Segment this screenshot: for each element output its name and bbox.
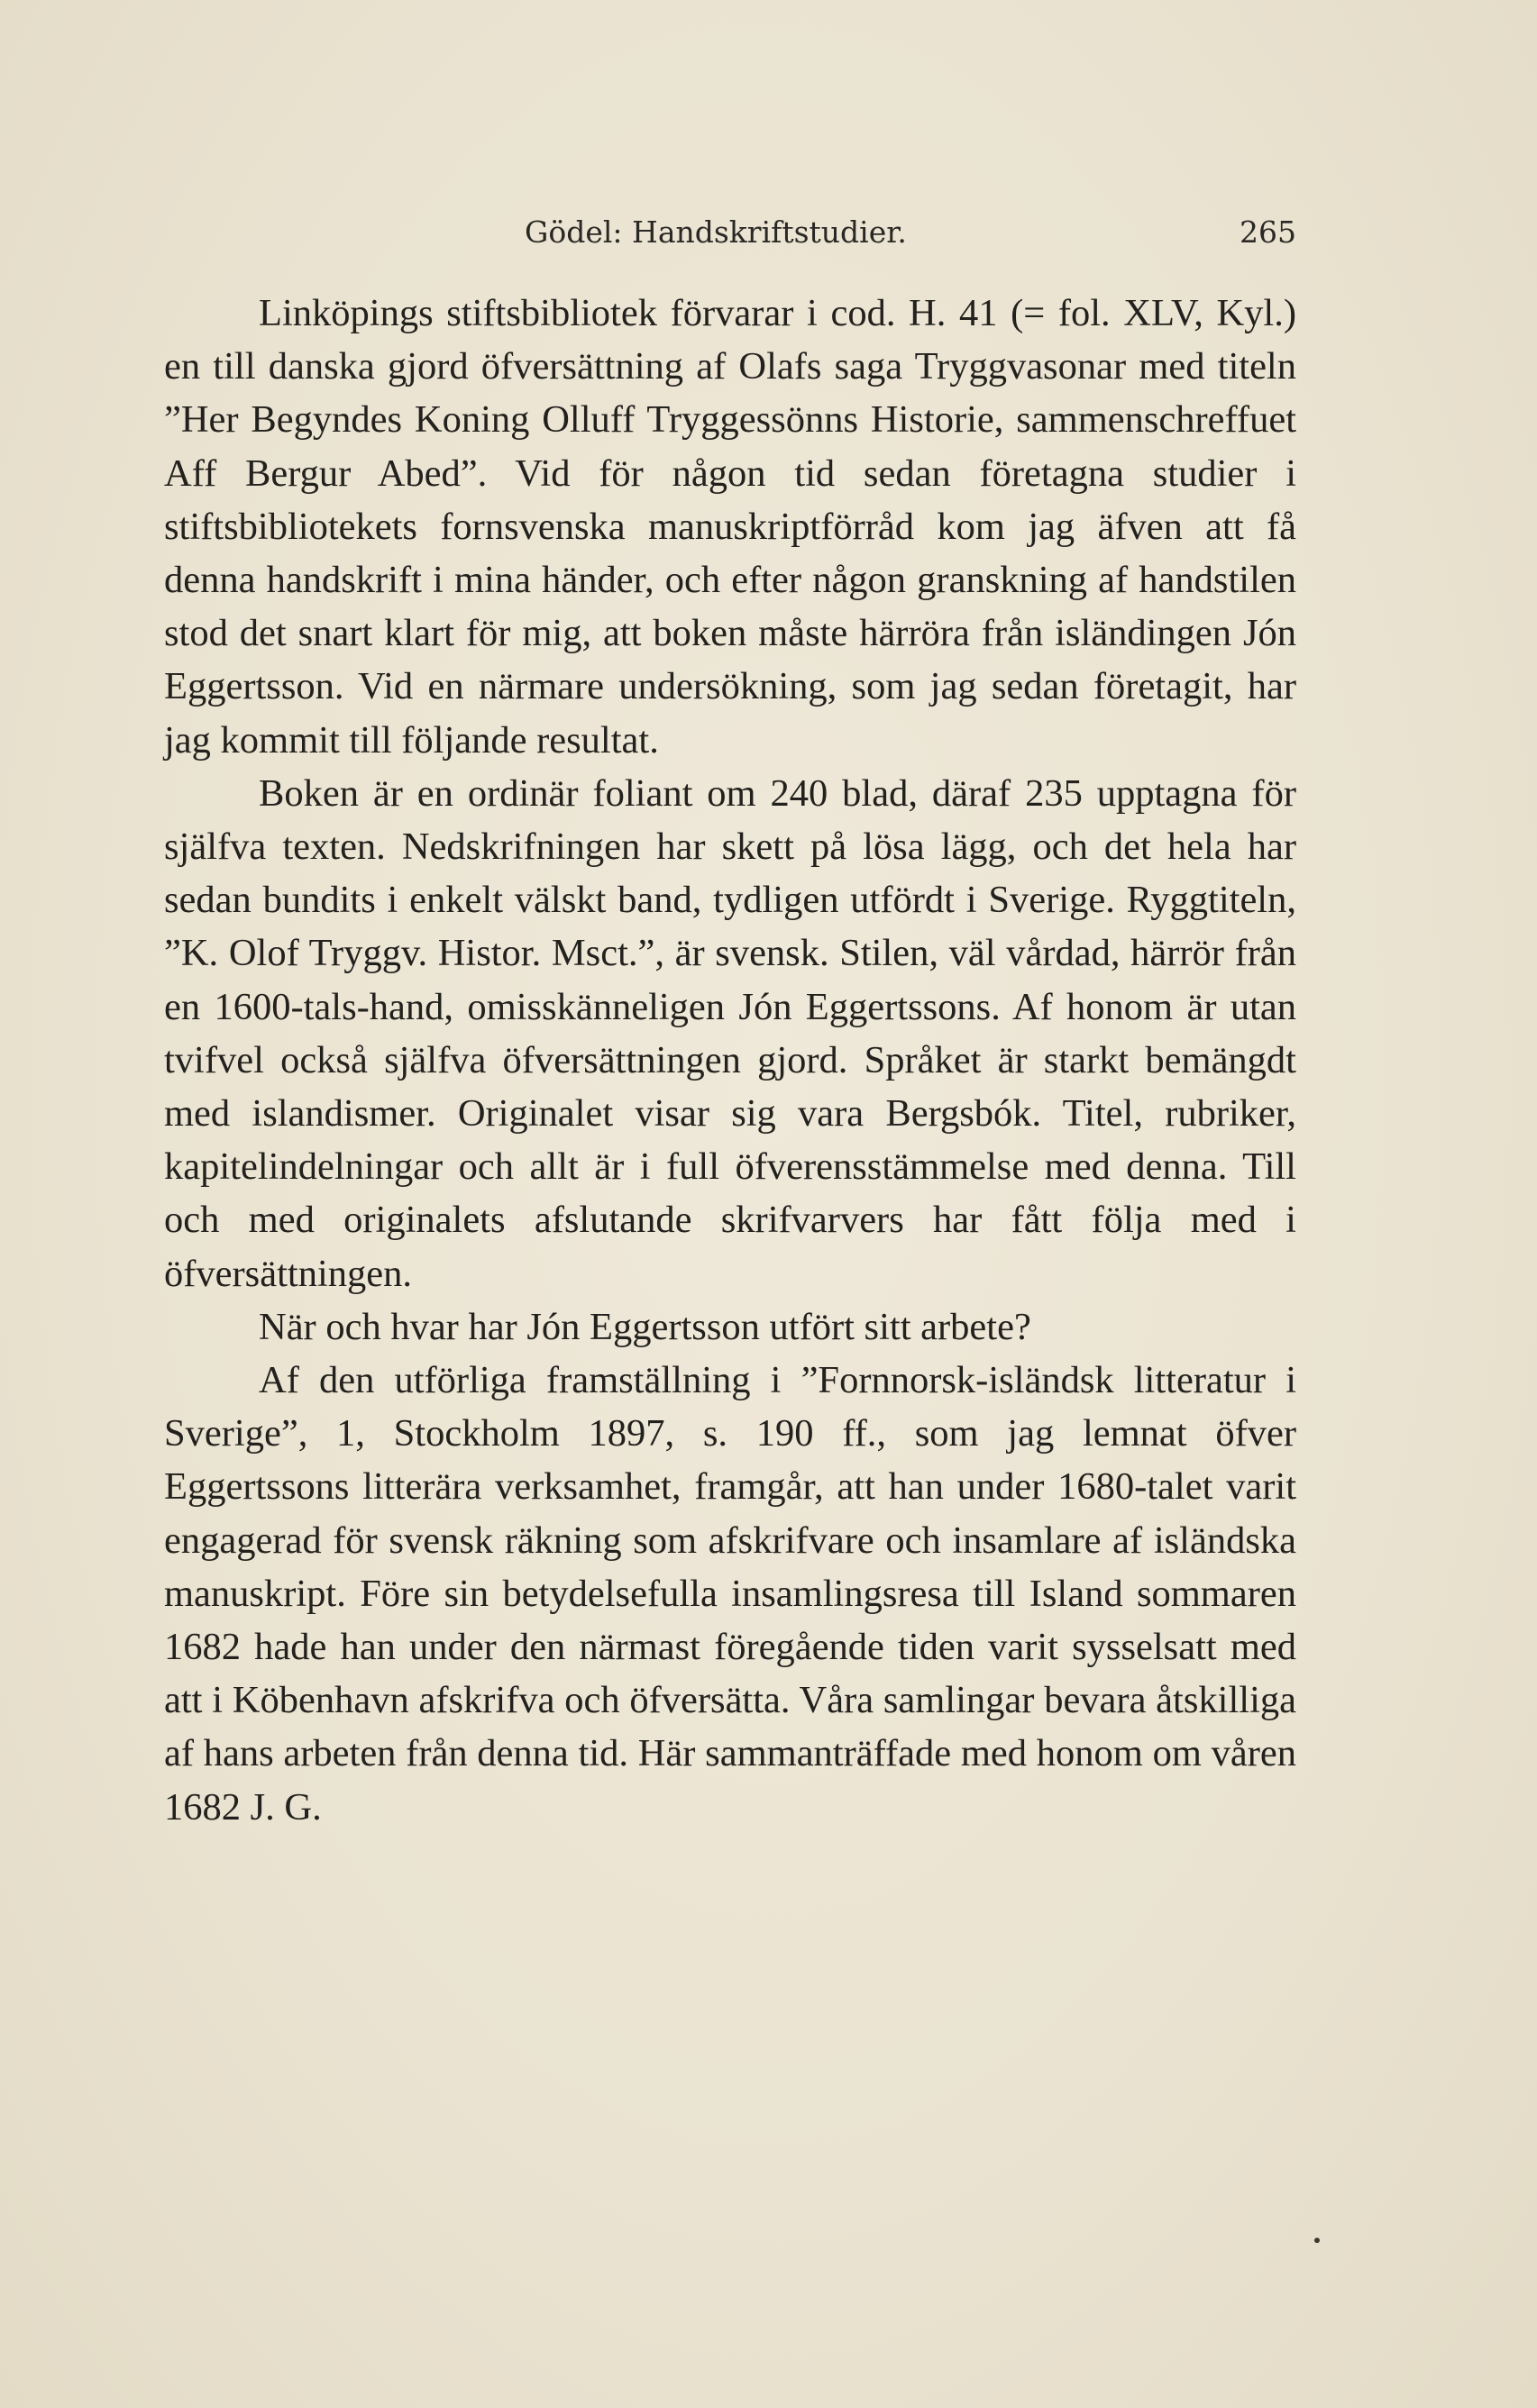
paragraph-2: Boken är en ordinär foliant om 240 blad, däraf 235 upptagna för själfva texten. Nedskrifningen har skett på lösa lägg, och det hela har sedan bundits i enkelt välskt band, tydligen utfördt i Sverige. Ryggtiteln, ”K. Olof Tryggv. Histor. Msct.”, är svensk. Stilen, väl vårdad, härrör från en 1600-tals-hand, omisskänneligen Jón Eggertssons. Af honom är utan tvifvel också själfva öfversättningen gjord. Språket är starkt bemängdt med islandismer. Originalet visar sig vara Bergsbók. Titel, rubriker, kapitelindelningar och allt är i full öfverensstämmelse med denna. Till och med originalets afslutande skrifvarvers har fått följa med i öfversättningen.: [164, 771, 1296, 1295]
body-text: [164, 287, 1296, 1834]
running-title: Gödel: Handskriftstudier.: [525, 214, 907, 250]
ink-speck: [1314, 2238, 1320, 2243]
page-number: 265: [1240, 214, 1296, 250]
paragraph-1: Linköpings stiftsbibliotek förvarar i cod. H. 41 (= fol. XLV, Kyl.) en till danska gjord öfversättning af Olafs saga Tryggvasonar med titeln ”Her Begyndes Koning Olluff Tryggessönns Historie, sammenschreffuet Aff Bergur Abed”. Vid för någon tid sedan företagna studier i stiftsbibliotekets fornsvenska manuskriptförråd kom jag äfven att få denna handskrift i mina händer, och efter någon granskning af handstilen stod det snart klart för mig, att boken måste härröra från isländingen Jón Eggertsson. Vid en närmare undersökning, som jag sedan företagit, har jag kommit till följande resultat.: [164, 292, 1296, 762]
paragraph-3: När och hvar har Jón Eggertsson utfört sitt arbete?: [259, 1305, 1031, 1348]
paragraph-4: Af den utförliga framställning i ”Fornnorsk-isländsk litteratur i Sverige”, 1, Stockholm 1897, s. 190 ff., som jag lemnat öfver Eggertssons litterära verksamhet, framgår, att han under 1680-talet varit engagerad för svensk räkning som afskrifvare och insamlare af isländska manuskript. Före sin betydelsefulla insamlingsresa till Island sommaren 1682 hade han under den närmast föregående tiden varit sysselsatt med att i Köbenhavn afskrifva och öfversätta. Våra samlingar bevara åtskilliga af hans arbeten från denna tid. Här sammanträffade med honom om våren 1682 J. G.: [164, 1359, 1296, 1829]
page-header: [164, 214, 1296, 260]
